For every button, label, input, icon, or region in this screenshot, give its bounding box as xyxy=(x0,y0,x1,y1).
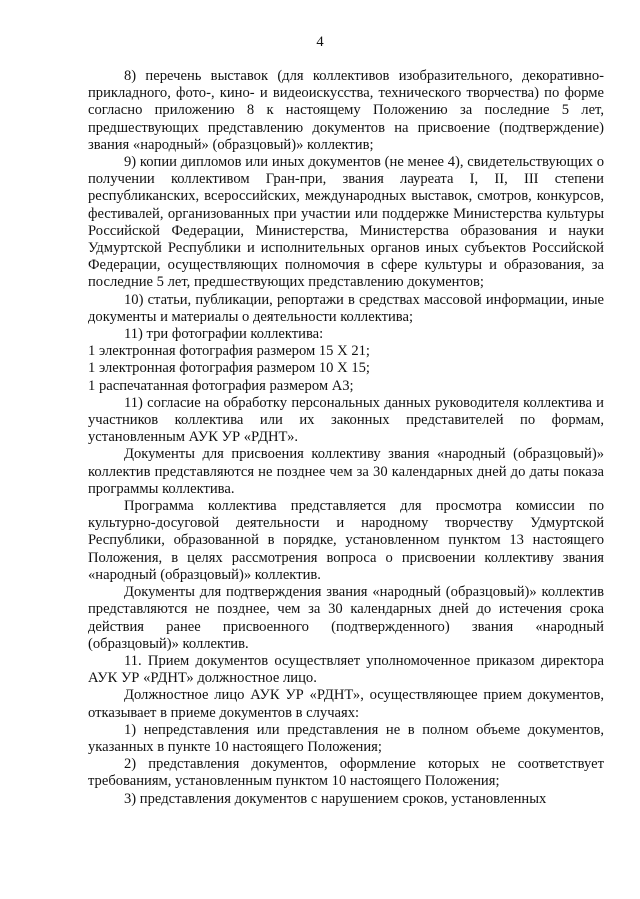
photo-spec-line: 1 электронная фотография размером 10 Х 15; xyxy=(88,360,370,377)
paragraph-item-11-consent: 11) согласие на обработку персональных данных руководителя коллектива и участников коллектива или их законных представителей по формам, установленным АУК УР «РДНТ». xyxy=(88,394,604,446)
photo-spec-line: 1 электронная фотография размером 15 Х 21; xyxy=(88,343,370,360)
paragraph-refusal-2: 2) представления документов, оформление которых не соответствует требованиям, установленным пунктом 10 настоящего Положения; xyxy=(88,756,604,790)
paragraph-item-9: 9) копии дипломов или иных документов (не менее 4), свидетельствующих о получении коллективом Гран-при, звания лауреата I, II, III степени республиканских, всероссийских, международных выставок, смотров, конкурсов, фестивалей, организованных при участии или поддержке Министерства культуры Российской Федерации, Министерства, Министерства образования и науки Удмуртской Республики и исполнительных органов иных субъектов Российской Федерации, осуществляющих полномочия в сфере культуры и образования, за последние 5 лет, предшествующих представлению документов; xyxy=(88,154,604,291)
paragraph-section-11: 11. Прием документов осуществляет уполномоченное приказом директора АУК УР «РДНТ» должностное лицо. xyxy=(88,652,604,687)
paragraph-award-docs: Документы для присвоения коллективу звания «народный (образцовый)» коллектив представляются не позднее чем за 30 календарных дней до даты показа программы коллектива. xyxy=(88,446,604,497)
paragraph-confirmation-docs: Документы для подтверждения звания «народный (образцовый)» коллектив представляются не позднее, чем за 30 календарных дней до истечения срока действия ранее присвоенного (подтвержденного) звания «народный (образцовый)» коллектив. xyxy=(88,584,604,652)
paragraph-refusal-3: 3) представления документов с нарушением сроков, установленных xyxy=(124,790,547,807)
photo-spec-line: 1 распечатанная фотография размером А3; xyxy=(88,377,354,394)
page-number: 4 xyxy=(316,34,324,50)
paragraph-item-11-photos: 11) три фотографии коллектива: xyxy=(124,326,324,343)
paragraph-refusal-intro: Должностное лицо АУК УР «РДНТ», осуществляющее прием документов, отказывает в приеме документов в случаях: xyxy=(88,687,604,721)
paragraph-item-10: 10) статьи, публикации, репортажи в средствах массовой информации, иные документы и материалы о деятельности коллектива; xyxy=(88,291,604,325)
document-body xyxy=(88,68,604,808)
paragraph-program: Программа коллектива представляется для просмотра комиссии по культурно-досуговой деятельности и народному творчеству Удмуртской Республики, образованной в порядке, установленном пунктом 13 настоящего Положения, в целях рассмотрения вопроса о присвоении коллективу звания «народный (образцовый)» коллектив. xyxy=(88,498,604,583)
paragraph-item-8: 8) перечень выставок (для коллективов изобразительного, декоративно-прикладного, фото-, кино- и видеоискусства, технического творчества) по форме согласно приложению 8 к настоящему Положению за последние 5 лет, предшествующих представлению документов на присвоение (подтверждение) звания «народный» (образцовый)» коллектив; xyxy=(88,68,604,153)
paragraph-refusal-1: 1) непредставления или представления не в полном объеме документов, указанных в пункте 10 настоящего Положения; xyxy=(88,721,604,755)
